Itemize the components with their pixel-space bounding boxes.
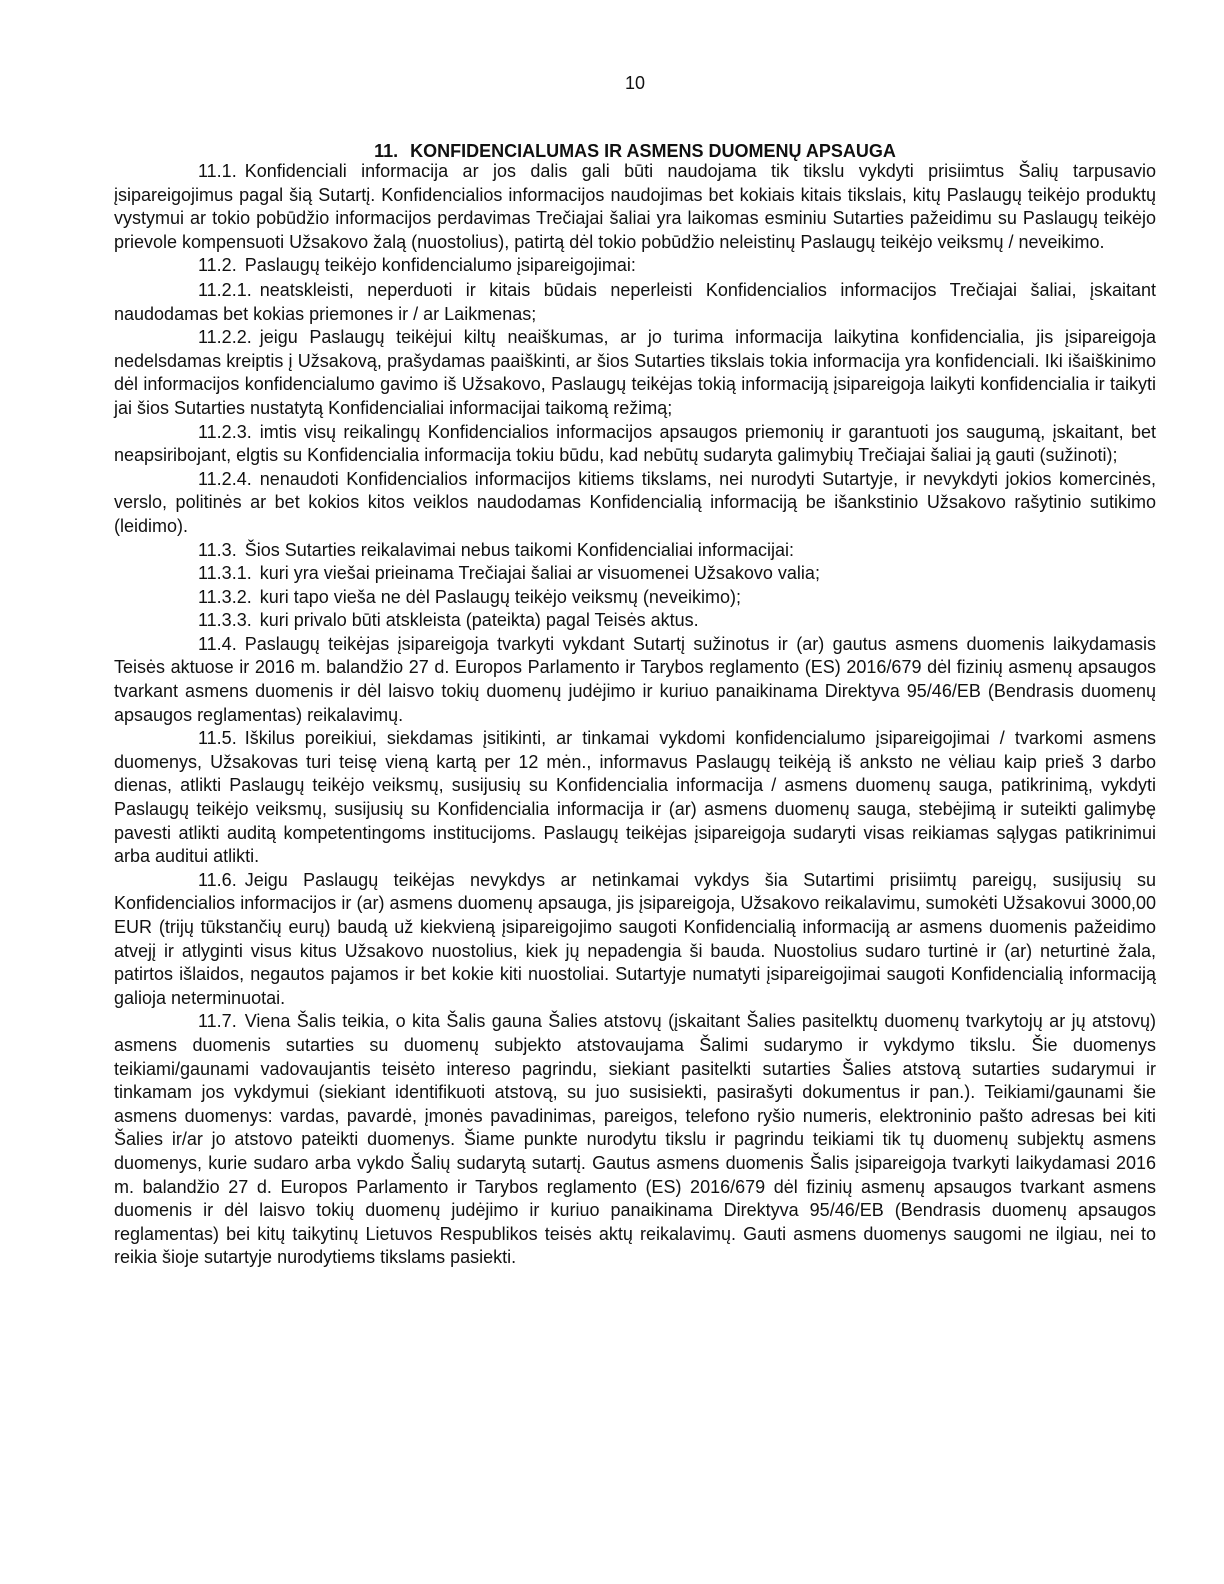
clause-number: 11.7.	[198, 1011, 237, 1032]
clause-11-1	[114, 160, 1156, 254]
clause-11-6	[114, 869, 1156, 1011]
clause-11-4	[114, 633, 1156, 727]
clause-number: 11.5.	[198, 728, 237, 749]
clause-11-2-2	[114, 326, 1156, 420]
clause-11-7	[114, 1010, 1156, 1270]
clause-number: 11.2.1.	[198, 279, 252, 300]
clause-number: 11.3.1.	[198, 563, 252, 584]
clause-number: 11.2.3.	[198, 421, 252, 442]
clause-text: Konfidenciali informacija ar jos dalis gali būti naudojama tik tikslu vykdyti prisiimtus Šalių tarpusavio įsipareigojimus pagal šią Sutartį. Konfidencialios informacijos naudojimas bet kokiais kitais tikslais, kitų Paslaugų teikėjo produktų vystymui ar tokio pobūdžio informacijos perdavimas Trečiajai šaliai yra laikomas esminiu Sutarties pažeidimu su Paslaugų teikėjo prievole kompensuoti Užsakovo žalą (nuostolius), patirtą dėl tokio pobūdžio neleistinų Paslaugų teikėjo veiksmų / neveikimo.	[114, 161, 1156, 252]
clause-11-2-1	[114, 279, 1156, 326]
clause-text: Iškilus poreikiui, siekdamas įsitikinti, ar tinkamai vykdomi konfidencialumo įsipareigojimai / tvarkomi asmens duomenys, Užsakovas turi teisę vieną kartą per 12 mėn., informavus Paslaugų teikėją iš anksto ne vėliau kaip prieš 3 darbo dienas, atlikti Paslaugų teikėjo veiksmų, susijusių su Konfidencialia informacija / asmens duomenų sauga, patikrinimą, vykdyti Paslaugų teikėjo veiksmų, susijusių su Konfidencialia informacija ir (ar) asmens duomenų sauga, stebėjimą ir suteikti galimybę pavesti atlikti auditą kompetentingoms institucijoms. Paslaugų teikėjas įsipareigoja sudaryti visas reikiamas sąlygas patikrinimui arba auditui atlikti.	[114, 728, 1156, 867]
clause-11-3-2	[114, 586, 1156, 610]
clause-number: 11.2.2.	[198, 327, 252, 348]
clause-text: kuri privalo būti atskleista (pateikta) pagal Teisės aktus.	[259, 610, 699, 631]
clause-11-3-3	[114, 609, 1156, 633]
section-title: KONFIDENCIALUMAS IR ASMENS DUOMENŲ APSAUGA	[410, 141, 896, 161]
clause-text: nenaudoti Konfidencialios informacijos kitiems tikslams, nei nurodyti Sutartyje, ir nevykdyti jokios komercinės, verslo, politinės ar bet kokios kitos veiklos naudodamas Konfidencialią informaciją be išankstinio Užsakovo rašytinio sutikimo (leidimo).	[114, 468, 1156, 536]
clause-text: kuri tapo vieša ne dėl Paslaugų teikėjo veiksmų (neveikimo);	[259, 586, 741, 607]
clause-11-3-1	[114, 562, 1156, 586]
clause-11-2-4	[114, 468, 1156, 539]
clause-text: neatskleisti, neperduoti ir kitais būdais neperleisti Konfidencialios informacijos Trečiajai šaliai, įskaitant naudodamas bet kokias priemones ir / ar Laikmenas;	[114, 279, 1156, 324]
clause-number: 11.3.3.	[198, 610, 252, 631]
clause-number: 11.2.4.	[198, 468, 252, 489]
clause-text: jeigu Paslaugų teikėjui kiltų neaiškumas, ar jo turima informacija laikytina konfidencialia, jis įsipareigoja nedelsdamas kreiptis į Užsakovą, prašydamas paaiškinti, ar šios Sutarties tikslais tokia informacija yra konfidenciali. Iki išaiškinimo dėl informacijos konfidencialumo gavimo iš Užsakovo, Paslaugų teikėjas tokią informaciją įsipareigoja laikyti konfidencialia ir taikyti jai šios Sutarties nustatytą Konfidencialiai informacijai taikomą režimą;	[114, 327, 1156, 418]
clause-11-2	[114, 254, 1156, 278]
clause-text: Viena Šalis teikia, o kita Šalis gauna Šalies atstovų (įskaitant Šalies pasitelktų duomenų tvarkytojų ar jų atstovų) asmens duomenis sutarties su duomenų subjekto atstovaujama Šalimi sudarymo ir vykdymo tikslu. Šie duomenys teikiami/gaunami vadovaujantis teisėto intereso pagrindu, siekiant pasitelkti sutarties Šalies atstovą sutarties sudarymui ir tinkamam jos vykdymui (siekiant identifikuoti atstovą, su juo susisiekti, pasirašyti dokumentus ir pan.). Teikiami/gaunami šie asmens duomenys: vardas, pavardė, įmonės pavadinimas, pareigos, telefono ryšio numeris, elektroninio pašto adresas bei kiti Šalies ir/ar jo atstovo pateikti duomenys. Šiame punkte nurodytu tikslu ir pagrindu teikiami tik tų duomenų subjektų asmens duomenys, kurie sudaro arba vykdo Šalių sudarytą sutartį. Gautus asmens duomenis Šalis įsipareigoja tvarkyti laikydamasi 2016 m. balandžio 27 d. Europos Parlamento ir Tarybos reglamento (ES) 2016/679 dėl fizinių asmenų apsaugos tvarkant asmens duomenis ir dėl laisvo tokių duomenų judėjimo ir kuriuo panaikinama Direktyva 95/46/EB (Bendrasis duomenų apsaugos reglamentas) bei kitų taikytinų Lietuvos Respublikos teisės aktų reikalavimų. Gauti asmens duomenys saugomi ne ilgiau, nei to reikia šioje sutartyje nurodytiems tikslams pasiekti.	[114, 1011, 1156, 1268]
clause-number: 11.3.	[198, 539, 237, 560]
clause-text: imtis visų reikalingų Konfidencialios informacijos apsaugos priemonių ir garantuoti jos saugumą, įskaitant, bet neapsiribojant, elgtis su Konfidencialia informacija tokiu būdu, kad nebūtų sudaryta galimybių Trečiajai šaliai ją gauti (sužinoti);	[114, 421, 1156, 466]
clause-text: Paslaugų teikėjas įsipareigoja tvarkyti vykdant Sutartį sužinotus ir (ar) gautus asmens duomenis laikydamasis Teisės aktuose ir 2016 m. balandžio 27 d. Europos Parlamento ir Tarybos reglamento (ES) 2016/679 dėl fizinių asmenų apsaugos tvarkant asmens duomenis ir dėl laisvo tokių duomenų judėjimo ir kuriuo panaikinama Direktyva 95/46/EB (Bendrasis duomenų apsaugos reglamentas) reikalavimų.	[114, 633, 1156, 725]
clause-text: Paslaugų teikėjo konfidencialumo įsipareigojimai:	[244, 255, 636, 276]
page-number: 10	[624, 73, 646, 93]
clause-number: 11.6.	[198, 869, 237, 890]
section-body	[114, 160, 1156, 1270]
clause-11-2-3	[114, 421, 1156, 468]
clause-text: Jeigu Paslaugų teikėjas nevykdys ar netinkamai vykdys šia Sutartimi prisiimtų pareigų, susijusių su Konfidencialios informacijos ir (ar) asmens duomenų apsauga, jis įsipareigoja, Užsakovo reikalavimu, sumokėti Užsakovui 3000,00 EUR (trijų tūkstančių eurų) baudą už kiekvieną įsipareigojimo saugoti Konfidencialią informaciją ar asmens duomenis pažeidimo atvejį ir atlyginti visus kitus Užsakovo nuostolius, kiek jų nepadengia ši bauda. Nuostolius sudaro turtinė ir (ar) neturtinė žala, patirtos išlaidos, negautos pajamos ir bet kokie kiti nuostoliai. Sutartyje numatyti įsipareigojimai saugoti Konfidencialią informaciją galioja neterminuotai.	[114, 869, 1156, 1008]
clause-number: 11.4.	[198, 633, 237, 654]
clause-11-5	[114, 727, 1156, 869]
clause-number: 11.3.2.	[198, 586, 252, 607]
clause-number: 11.2.	[198, 255, 237, 276]
clause-11-3	[114, 539, 1156, 563]
clause-text: Šios Sutarties reikalavimai nebus taikomi Konfidencialiai informacijai:	[244, 539, 794, 560]
section-number: 11.	[374, 141, 399, 161]
clause-text: kuri yra viešai prieinama Trečiajai šaliai ar visuomenei Užsakovo valia;	[259, 563, 820, 584]
clause-number: 11.1.	[198, 161, 237, 181]
